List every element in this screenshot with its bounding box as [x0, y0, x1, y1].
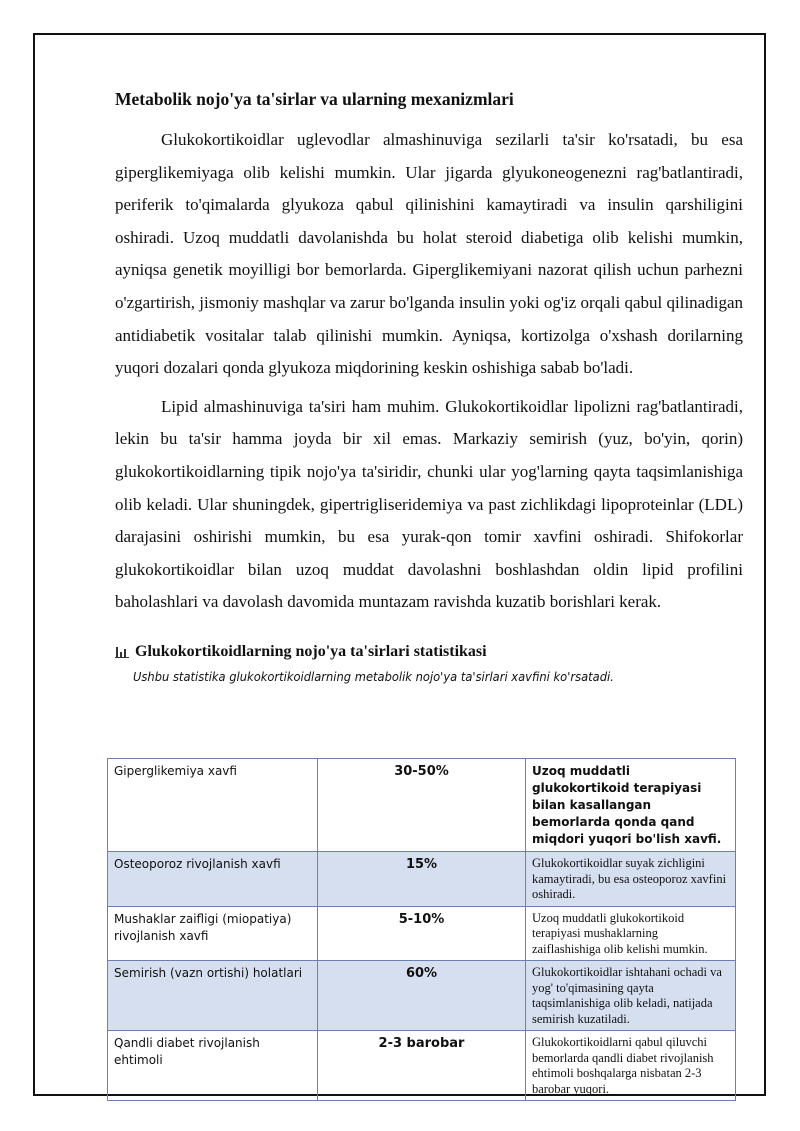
row-label: Qandli diabet rivojlanish ehtimoli: [108, 1031, 318, 1101]
table-row: [108, 961, 736, 1031]
table-row: [108, 759, 736, 852]
row-label: Semirish (vazn ortishi) holatlari: [108, 961, 318, 1031]
row-value: 5-10%: [318, 906, 526, 961]
row-value: 15%: [318, 852, 526, 907]
table-row: [108, 852, 736, 907]
section-heading: Metabolik nojo'ya ta'sirlar va ularning mexanizmlari: [115, 89, 514, 109]
table-row: [108, 1031, 736, 1101]
row-value: 60%: [318, 961, 526, 1031]
row-note: Glukokortikoidlar ishtahani ochadi va yog' to'qimasining qayta taqsimlanishiga olib keladi, natijada semirish kuzatiladi.: [526, 961, 736, 1031]
row-value: 30-50%: [318, 759, 526, 852]
table-title-text: Glukokortikoidlarning nojo'ya ta'sirlari statistikasi: [135, 642, 487, 660]
table-caption: Ushbu statistika glukokortikoidlarning metabolik nojo'ya ta'sirlari xavfini ko'rsatadi.: [133, 668, 614, 684]
document-body: [115, 86, 743, 690]
row-note: Uzoq muddatli glukokortikoid terapiyasi mushaklarning zaiflashishiga olib kelishi mumkin.: [526, 906, 736, 961]
row-note: Glukokortikoidlarni qabul qiluvchi bemorlarda qandli diabet rivojlanish ehtimoli boshqalarga nisbatan 2-3 barobar yuqori.: [526, 1031, 736, 1101]
row-label: Osteoporoz rivojlanish xavfi: [108, 852, 318, 907]
paragraph-carbohydrate: Glukokortikoidlar uglevodlar almashinuviga sezilarli ta'sir ko'rsatadi, bu esa giperglikemiyaga olib kelishi mumkin. Ular jigarda glyukoneogenezni rag'batlantiradi, periferik to'qimalarda glyukoza qabul qilinishini kamaytiradi va insulin qarshiligini oshiradi. Uzoq muddatli davolanishda bu holat steroid diabetiga olib kelishi mumkin, ayniqsa genetik moyilligi bor bemorlarda. Giperglikemiyani nazorat qilish uchun parhezni o'zgartirish, jismoniy mashqlar va zarur bo'lganda insulin yoki og'iz orqali qabul qilinadigan antidiabetik vositalar talab qilinishi mumkin. Ayniqsa, kortizolga o'xshash dorilarning yuqori dozalari qonda glyukoza miqdorining keskin oshishiga sabab bo'ladi.: [115, 130, 743, 378]
paragraph-lipid: Lipid almashinuviga ta'siri ham muhim. Glukokortikoidlar lipolizni rag'batlantiradi, lekin bu ta'sir hamma joyda bir xil emas. Markaziy semirish (yuz, bo'yin, qorin) glukokortikoidlarning tipik nojo'ya ta'siridir, chunki ular yog'larning qayta taqsimlanishiga olib keladi. Ular shuningdek, gipertrigliseridemiya va past zichlikdagi lipoproteinlar (LDL) darajasini oshirishi mumkin, bu esa yurak-qon tomir xavfini oshiradi. Shifokorlar glukokortikoidlar bilan uzoq muddat davolashni boshlashdan oldin lipid profilini baholashlari va davolash davomida muntazam ravishda kuzatib borishlari kerak.: [115, 396, 743, 612]
row-label: Giperglikemiya xavfi: [108, 759, 318, 852]
table-title: [115, 643, 743, 661]
row-note: Glukokortikoidlar suyak zichligini kamaytiradi, bu esa osteoporoz xavfini oshiradi.: [526, 852, 736, 907]
bar-chart-icon: [115, 646, 129, 658]
row-value: 2-3 barobar: [318, 1031, 526, 1101]
statistics-table: [107, 758, 736, 1101]
row-label: Mushaklar zaifligi (miopatiya) rivojlanish xavfi: [108, 906, 318, 961]
row-note: Uzoq muddatli glukokortikoid terapiyasi bilan kasallangan bemorlarda qonda qand miqdori yuqori bo'lish xavfi.: [526, 759, 736, 852]
table-row: [108, 906, 736, 961]
